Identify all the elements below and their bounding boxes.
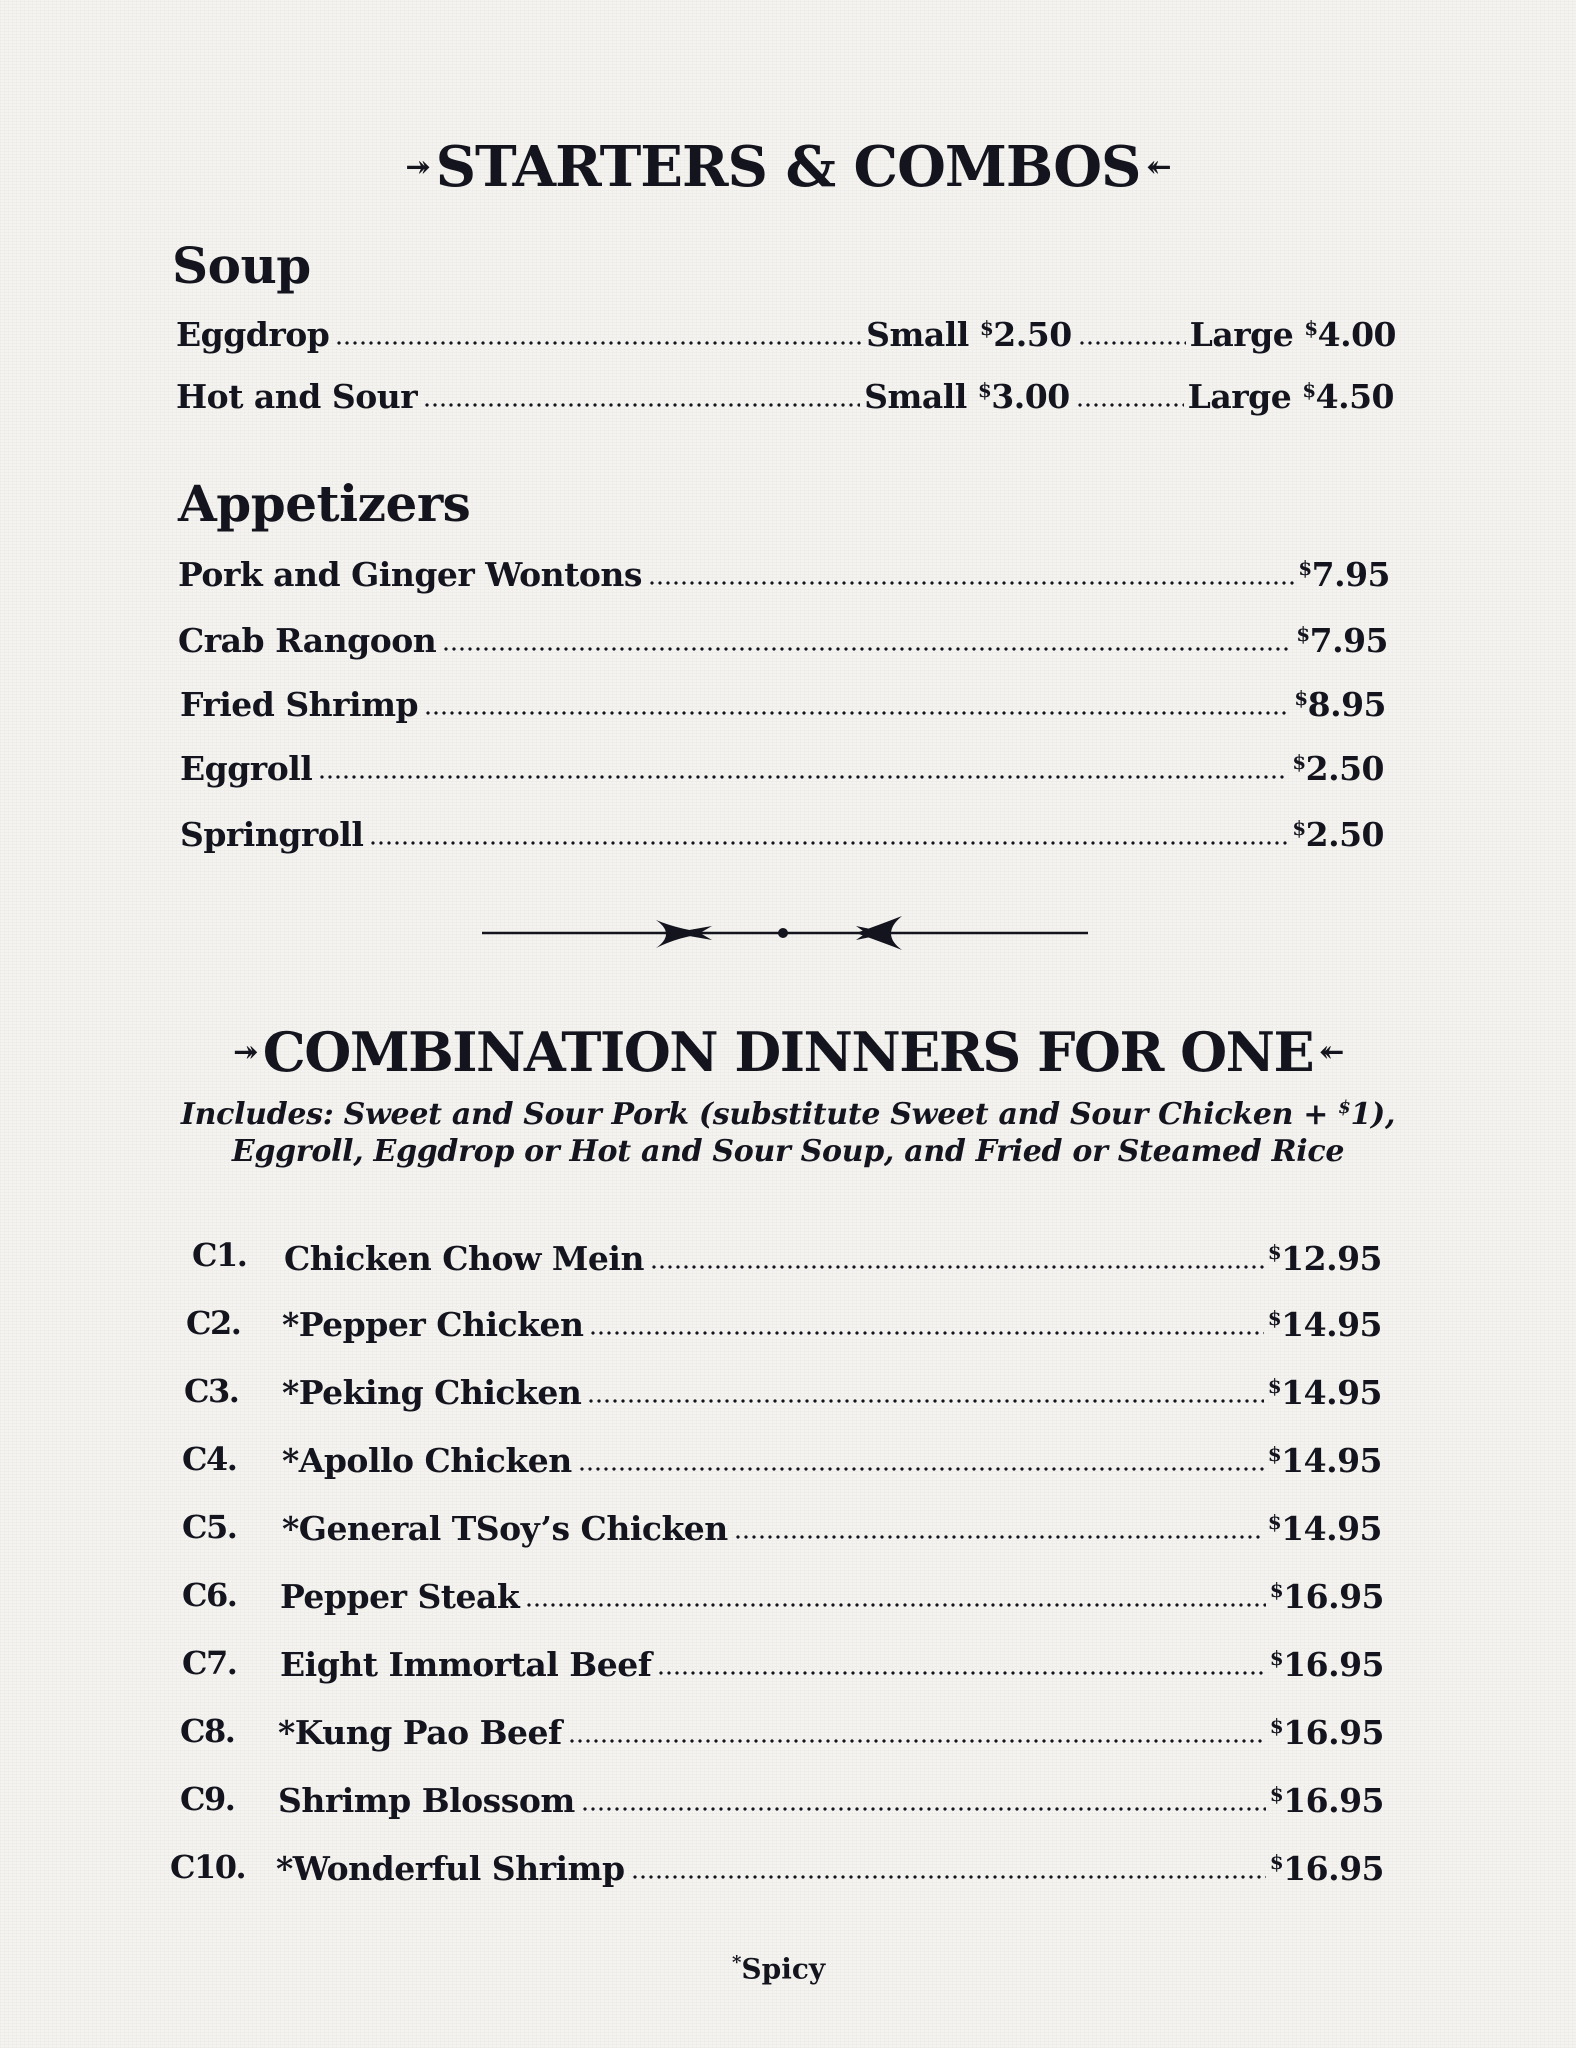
combo-code: C8.: [180, 1712, 235, 1750]
combo-name: Pepper Steak: [280, 1577, 520, 1616]
dot-leader: [1078, 341, 1186, 345]
soup-small-price: Small $3.00: [864, 377, 1070, 416]
dot-leader: [631, 1875, 1266, 1879]
soup-name: Eggdrop: [176, 315, 330, 354]
dot-leader: [335, 341, 862, 345]
arrow-ornament-right-icon: ↞: [1146, 149, 1171, 185]
appetizer-item: [178, 548, 1390, 594]
combo-code: C1.: [192, 1236, 247, 1274]
combo-price: $16.95: [1269, 1713, 1384, 1752]
combo-code: C4.: [182, 1440, 237, 1478]
combo-price: $14.95: [1267, 1373, 1382, 1412]
combo-name: *Kung Pao Beef: [278, 1713, 562, 1752]
combo-code: C7.: [182, 1644, 237, 1682]
combo-name: *Wonderful Shrimp: [276, 1849, 625, 1888]
dot-leader: [423, 403, 860, 407]
soup-item: [176, 370, 1394, 416]
appetizers-heading: Appetizers: [178, 474, 471, 533]
appetizer-price: $2.50: [1292, 749, 1384, 788]
combo-item: [282, 1366, 1382, 1412]
soup-name: Hot and Sour: [176, 377, 418, 416]
combo-name: Chicken Chow Mein: [284, 1239, 644, 1278]
combo-name: *Apollo Chicken: [282, 1441, 572, 1480]
dot-leader: [578, 1467, 1264, 1471]
dot-leader: [587, 1399, 1263, 1403]
dot-leader: [589, 1331, 1263, 1335]
combo-item: [278, 1774, 1384, 1820]
appetizer-name: Crab Rangoon: [178, 621, 437, 660]
soup-large-price: Large $4.00: [1189, 315, 1396, 354]
combo-code: C5.: [182, 1508, 237, 1546]
ornamental-divider: [480, 908, 1090, 958]
appetizer-item: [178, 614, 1388, 660]
appetizer-price: $7.95: [1296, 621, 1388, 660]
appetizer-name: Pork and Ginger Wontons: [178, 555, 642, 594]
appetizer-price: $7.95: [1298, 555, 1390, 594]
soup-large-price: Large $4.50: [1187, 377, 1394, 416]
combo-code: C3.: [184, 1372, 239, 1410]
appetizer-item: [180, 678, 1386, 724]
combos-title-text: COMBINATION DINNERS FOR ONE: [262, 1020, 1314, 1084]
combo-item: [280, 1570, 1384, 1616]
combo-name: Shrimp Blossom: [278, 1781, 575, 1820]
arrow-ornament-left-icon: ↠: [405, 149, 430, 185]
combo-item: [282, 1298, 1382, 1344]
starters-title: [300, 132, 1276, 202]
dot-leader: [369, 841, 1288, 845]
appetizer-name: Springroll: [180, 815, 364, 854]
combo-code: C6.: [182, 1576, 237, 1614]
dot-leader: [1076, 403, 1184, 407]
arrow-ornament-left-icon: ↠: [233, 1034, 257, 1070]
combo-code: C2.: [186, 1304, 241, 1342]
combos-includes-line2: Eggroll, Eggdrop or Hot and Sour Soup, and Fried or Steamed Rice: [231, 1134, 1345, 1169]
combos-includes-line1: Includes: Sweet and Sour Pork (substitute Sweet and Sour Chicken + $1),: [180, 1097, 1396, 1132]
soup-item: [176, 308, 1396, 354]
combo-price: $14.95: [1267, 1509, 1382, 1548]
combo-item: [282, 1434, 1382, 1480]
appetizer-price: $8.95: [1294, 685, 1386, 724]
combo-item: [276, 1842, 1384, 1888]
dot-leader: [581, 1807, 1266, 1811]
combo-code: C9.: [180, 1780, 235, 1818]
spicy-footnote: *Spicy: [732, 1952, 826, 1986]
combo-item: [282, 1502, 1382, 1548]
combo-price: $14.95: [1267, 1305, 1382, 1344]
appetizer-name: Eggroll: [180, 749, 313, 788]
arrow-ornament-right-icon: ↞: [1319, 1034, 1343, 1070]
dot-leader: [734, 1535, 1264, 1539]
combo-item: [280, 1638, 1384, 1684]
combo-name: *Peking Chicken: [282, 1373, 582, 1412]
starters-title-text: STARTERS & COMBOS: [435, 134, 1141, 200]
combo-price: $16.95: [1269, 1577, 1384, 1616]
appetizer-name: Fried Shrimp: [180, 685, 419, 724]
dot-leader: [648, 581, 1294, 585]
combo-price: $16.95: [1269, 1849, 1384, 1888]
combo-price: $16.95: [1269, 1781, 1384, 1820]
soup-heading: Soup: [172, 236, 311, 295]
dot-leader: [424, 711, 1290, 715]
appetizer-item: [180, 742, 1384, 788]
combo-code: C10.: [170, 1848, 246, 1886]
dot-leader: [442, 647, 1292, 651]
combo-name: *Pepper Chicken: [282, 1305, 584, 1344]
dot-leader: [657, 1671, 1265, 1675]
combo-price: $12.95: [1267, 1239, 1382, 1278]
dot-leader: [318, 775, 1288, 779]
combo-item: [284, 1232, 1382, 1278]
soup-small-price: Small $2.50: [866, 315, 1072, 354]
combo-price: $16.95: [1269, 1645, 1384, 1684]
appetizer-item: [180, 808, 1384, 854]
dot-leader: [650, 1265, 1264, 1269]
combo-item: [278, 1706, 1384, 1752]
combo-price: $14.95: [1267, 1441, 1382, 1480]
appetizer-price: $2.50: [1292, 815, 1384, 854]
combo-name: Eight Immortal Beef: [280, 1645, 652, 1684]
dot-leader: [568, 1739, 1266, 1743]
dot-leader: [525, 1603, 1265, 1607]
combos-title: [150, 1020, 1426, 1084]
combo-name: *General TSoy’s Chicken: [282, 1509, 728, 1548]
